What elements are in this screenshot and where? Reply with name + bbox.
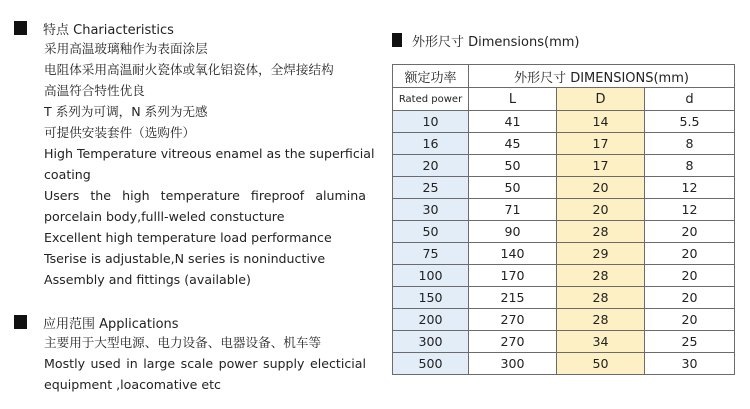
header-col-d-small: d bbox=[645, 88, 735, 111]
cell-d-small: 20 bbox=[645, 243, 735, 265]
cell-d-small: 12 bbox=[645, 177, 735, 199]
characteristics-line: High Temperature vitreous enamel as the superficial bbox=[44, 146, 375, 161]
applications-line: Mostly used in large scale power supply electicial bbox=[44, 356, 366, 371]
table-row bbox=[393, 133, 735, 155]
left-column bbox=[14, 18, 375, 395]
cell-d: 28 bbox=[557, 221, 645, 243]
cell-l: 71 bbox=[469, 199, 557, 221]
cell-l: 300 bbox=[469, 353, 557, 375]
applications-title: 应用范围 Applications bbox=[43, 316, 179, 332]
cell-d: 20 bbox=[557, 177, 645, 199]
table-row bbox=[393, 287, 735, 309]
characteristics-list bbox=[44, 38, 375, 290]
cell-power: 75 bbox=[393, 243, 469, 265]
header-col-l: L bbox=[469, 88, 557, 111]
cell-l: 50 bbox=[469, 155, 557, 177]
cell-l: 41 bbox=[469, 111, 557, 133]
header-power-en: Rated power bbox=[393, 88, 469, 111]
cell-power: 100 bbox=[393, 265, 469, 287]
characteristics-line: T 系列为可调，N 系列为无感 bbox=[44, 104, 208, 119]
cell-d: 28 bbox=[557, 265, 645, 287]
header-col-d: D bbox=[557, 88, 645, 111]
cell-d: 20 bbox=[557, 199, 645, 221]
cell-d-small: 20 bbox=[645, 309, 735, 331]
cell-power: 16 bbox=[393, 133, 469, 155]
cell-l: 50 bbox=[469, 177, 557, 199]
cell-d-small: 30 bbox=[645, 353, 735, 375]
cell-d-small: 5.5 bbox=[645, 111, 735, 133]
characteristics-heading bbox=[14, 18, 366, 38]
square-bullet-icon bbox=[392, 33, 402, 47]
cell-d: 50 bbox=[557, 353, 645, 375]
cell-power: 25 bbox=[393, 177, 469, 199]
cell-l: 140 bbox=[469, 243, 557, 265]
cell-power: 500 bbox=[393, 353, 469, 375]
cell-power: 10 bbox=[393, 111, 469, 133]
cell-d-small: 12 bbox=[645, 199, 735, 221]
header-dimensions: 外形尺寸 DIMENSIONS(mm) bbox=[469, 65, 735, 88]
table-row bbox=[393, 111, 735, 133]
characteristics-line: 采用高温玻璃釉作为表面涂层 bbox=[44, 41, 208, 56]
dimensions-table bbox=[392, 64, 735, 375]
table-row bbox=[393, 243, 735, 265]
dimensions-table-body bbox=[393, 111, 735, 375]
cell-power: 30 bbox=[393, 199, 469, 221]
cell-l: 270 bbox=[469, 331, 557, 353]
characteristics-line: coating bbox=[44, 167, 91, 182]
cell-d: 29 bbox=[557, 243, 645, 265]
cell-d-small: 20 bbox=[645, 221, 735, 243]
cell-d: 17 bbox=[557, 133, 645, 155]
characteristics-line: 高温符合特性优良 bbox=[44, 83, 145, 98]
cell-d: 14 bbox=[557, 111, 645, 133]
characteristics-line: Users the high temperature fireproof alumina bbox=[44, 188, 366, 203]
characteristics-line: Assembly and fittings (available) bbox=[44, 272, 251, 287]
cell-l: 270 bbox=[469, 309, 557, 331]
cell-power: 150 bbox=[393, 287, 469, 309]
cell-l: 170 bbox=[469, 265, 557, 287]
cell-d-small: 25 bbox=[645, 331, 735, 353]
cell-d: 28 bbox=[557, 287, 645, 309]
cell-d: 28 bbox=[557, 309, 645, 331]
applications-heading bbox=[14, 312, 366, 332]
table-row bbox=[393, 331, 735, 353]
applications-line: equipment ,loacomative etc bbox=[44, 377, 221, 392]
cell-d-small: 20 bbox=[645, 287, 735, 309]
applications-line: 主要用于大型电源、电力设备、电器设备、机车等 bbox=[44, 335, 322, 350]
cell-d-small: 20 bbox=[645, 265, 735, 287]
cell-power: 300 bbox=[393, 331, 469, 353]
square-bullet-icon bbox=[14, 315, 27, 329]
cell-d: 17 bbox=[557, 155, 645, 177]
table-row bbox=[393, 309, 735, 331]
table-row bbox=[393, 265, 735, 287]
table-row bbox=[393, 221, 735, 243]
dimensions-title: 外形尺寸 Dimensions(mm) bbox=[412, 34, 580, 50]
cell-power: 50 bbox=[393, 221, 469, 243]
cell-l: 45 bbox=[469, 133, 557, 155]
characteristics-line: 可提供安装套件（选购件） bbox=[44, 125, 196, 140]
table-row bbox=[393, 155, 735, 177]
cell-power: 200 bbox=[393, 309, 469, 331]
cell-l: 90 bbox=[469, 221, 557, 243]
characteristics-title: 特点 Chariacteristics bbox=[43, 22, 174, 38]
characteristics-line: Excellent high temperature load performance bbox=[44, 230, 332, 245]
applications-list bbox=[44, 332, 366, 395]
square-bullet-icon bbox=[14, 21, 27, 35]
characteristics-line: porcelain body,fulll-weled constucture bbox=[44, 209, 285, 224]
table-row bbox=[393, 177, 735, 199]
right-column bbox=[392, 30, 734, 375]
table-row bbox=[393, 199, 735, 221]
characteristics-line: Tserise is adjustable,N series is noninductive bbox=[44, 251, 326, 266]
cell-l: 215 bbox=[469, 287, 557, 309]
header-power-cn: 额定功率 bbox=[393, 65, 469, 88]
cell-d: 34 bbox=[557, 331, 645, 353]
cell-power: 20 bbox=[393, 155, 469, 177]
cell-d-small: 8 bbox=[645, 155, 735, 177]
cell-d-small: 8 bbox=[645, 133, 735, 155]
characteristics-line: 电阻体采用高温耐火瓷体或氧化铝瓷体，全焊接结构 bbox=[44, 62, 334, 77]
table-row bbox=[393, 353, 735, 375]
dimensions-heading bbox=[392, 30, 734, 50]
